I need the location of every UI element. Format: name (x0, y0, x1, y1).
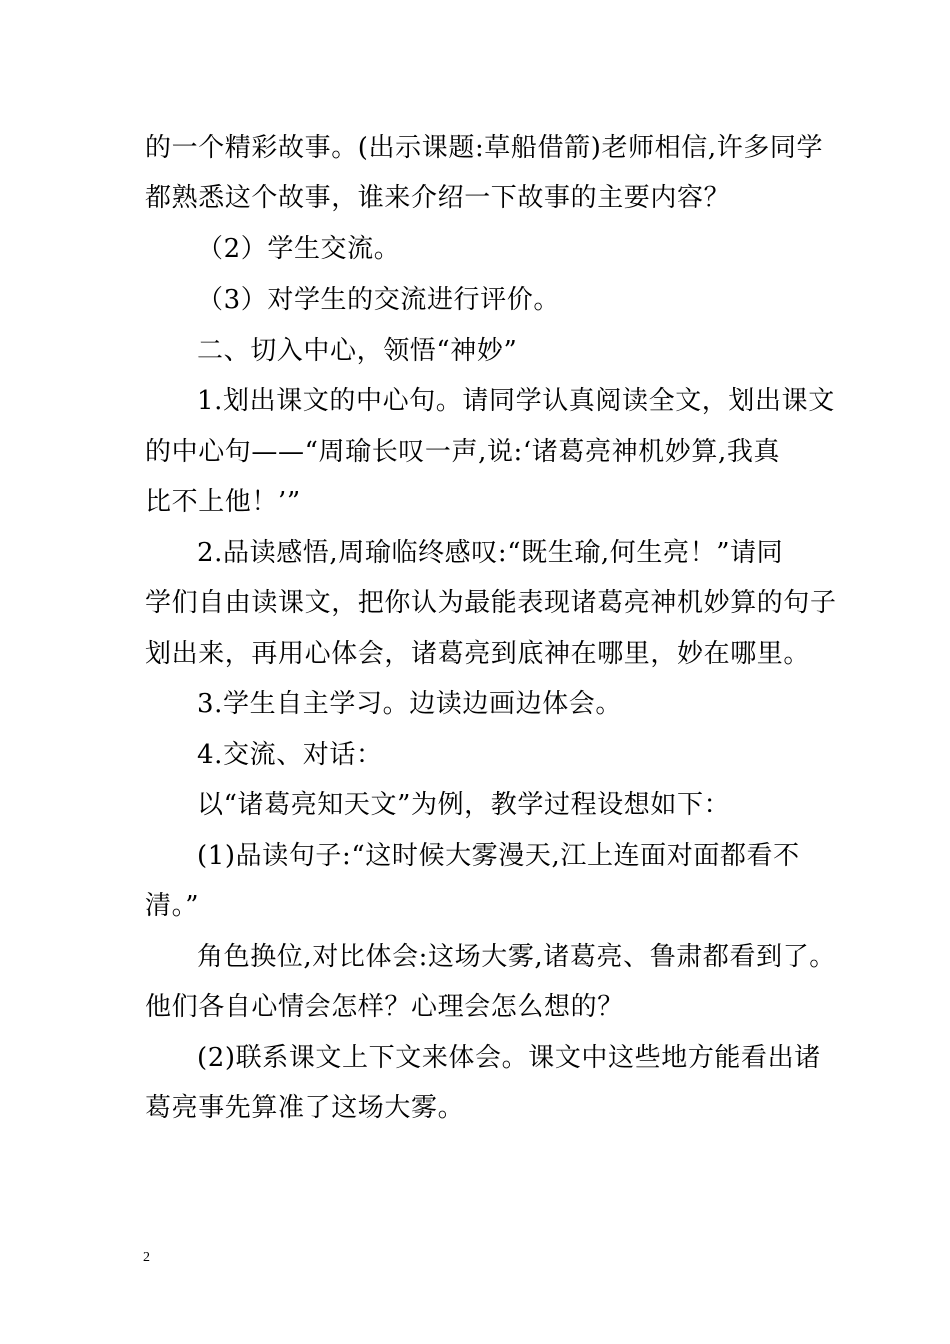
paragraph-line: 以“诸葛亮知天文”为例，教学过程设想如下： (197, 790, 731, 820)
paragraph-line: 3.学生自主学习。边读边画边体会。 (197, 689, 623, 719)
paragraph-line: 的一个精彩故事。(出示课题:草船借箭)老师相信,许多同学 (145, 133, 824, 163)
paragraph-line: 的中心句——“周瑜长叹一声,说:‘诸葛亮神机妙算,我真 (145, 437, 781, 467)
paragraph-line: 划出来，再用心体会，诸葛亮到底神在哪里，妙在哪里。 (145, 639, 811, 669)
paragraph-line: 比不上他！’” (145, 487, 301, 517)
paragraph-line: 4.交流、对话： (197, 740, 383, 770)
paragraph-line: 学们自由读课文，把你认为最能表现诸葛亮神机妙算的句子 (145, 588, 837, 618)
paragraph-line: (1)品读句子:“这时候大雾漫天,江上连面对面都看不 (197, 841, 800, 871)
paragraph-line: (2)联系课文上下文来体会。课文中这些地方能看出诸 (197, 1043, 821, 1073)
paragraph-line: 都熟悉这个故事，谁来介绍一下故事的主要内容？ (145, 183, 731, 213)
section-heading: 二、切入中心，领悟“神妙” (197, 336, 518, 366)
paragraph-line: 2.品读感悟,周瑜临终感叹:“既生瑜,何生亮！”请同 (197, 538, 784, 568)
paragraph-line: 葛亮事先算准了这场大雾。 (145, 1093, 465, 1123)
paragraph-line: 清。” (145, 891, 200, 921)
paragraph-line: 他们各自心情会怎样？心理会怎么想的？ (145, 992, 624, 1022)
paragraph-line: （2）学生交流。 (197, 234, 401, 264)
paragraph-line: （3）对学生的交流进行评价。 (197, 285, 560, 315)
paragraph-line: 角色换位,对比体会:这场大雾,诸葛亮、鲁肃都看到了。 (197, 942, 836, 972)
page-number: 2 (143, 1250, 150, 1265)
paragraph-line: 1.划出课文的中心句。请同学认真阅读全文，划出课文 (197, 386, 835, 416)
